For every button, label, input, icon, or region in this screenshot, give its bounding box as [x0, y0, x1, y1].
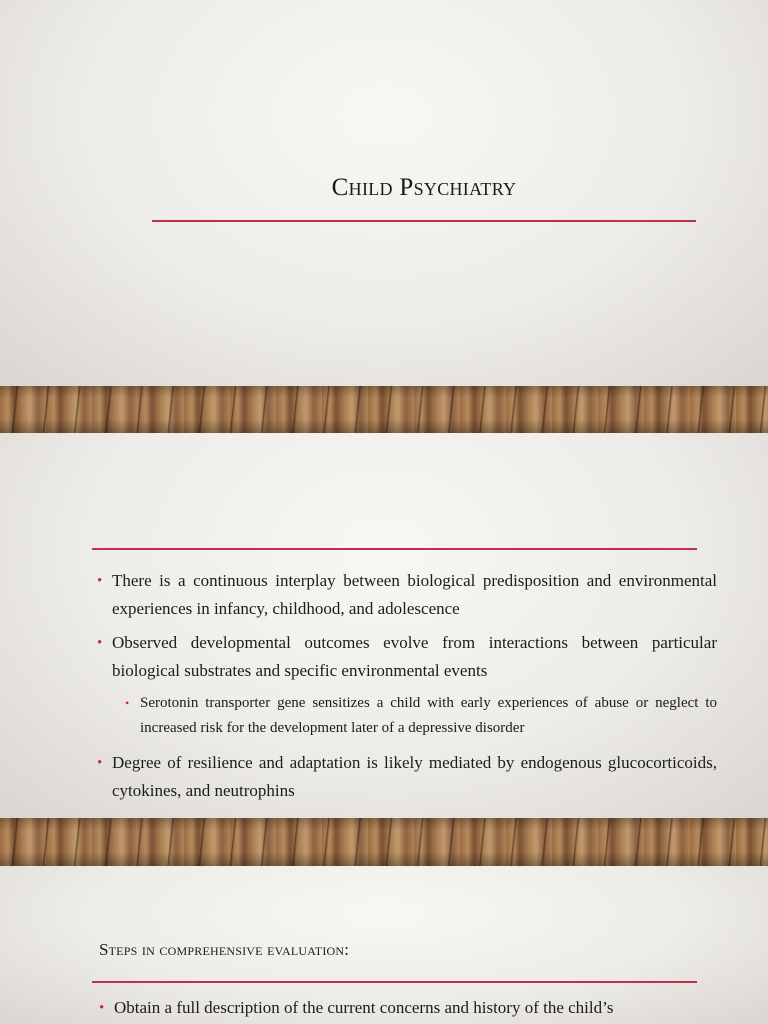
slide-1 [0, 0, 768, 386]
slide-3-title-rule [92, 981, 697, 983]
slide-2-bullet-list [96, 567, 717, 811]
slide-3-bullet-1: • Obtain a full description of the current concerns and history of the child’s [98, 994, 738, 1022]
slide-2-title-rule [92, 548, 697, 550]
slide-2-sub-bullet: • Serotonin transporter gene sensitizes a child with early experiences of abuse or neglect to increased risk for the development later of a depressive disorder [124, 691, 717, 741]
slide-1-floor [0, 386, 768, 433]
slide-1-title-rule [152, 220, 696, 222]
slide-1-title: Child Psychiatry [331, 174, 517, 201]
slide-2-floor [0, 818, 768, 866]
slide-2-bullet-3: • Degree of resilience and adaptation is likely mediated by endogenous glucocorticoids, cytokines, and neutrophins [96, 749, 717, 805]
slide-2-bullet-1: • There is a continuous interplay between biological predisposition and environmental experiences in infancy, childhood, and adolescence [96, 567, 717, 623]
slide-2-bullet-2: • Observed developmental outcomes evolve from interactions between particular biological substrates and specific environmental events [96, 629, 717, 685]
slide-2 [0, 433, 768, 818]
slide-3-title: Steps in comprehensive evaluation: [99, 940, 350, 959]
slide-3-bullet-list [98, 994, 738, 1024]
